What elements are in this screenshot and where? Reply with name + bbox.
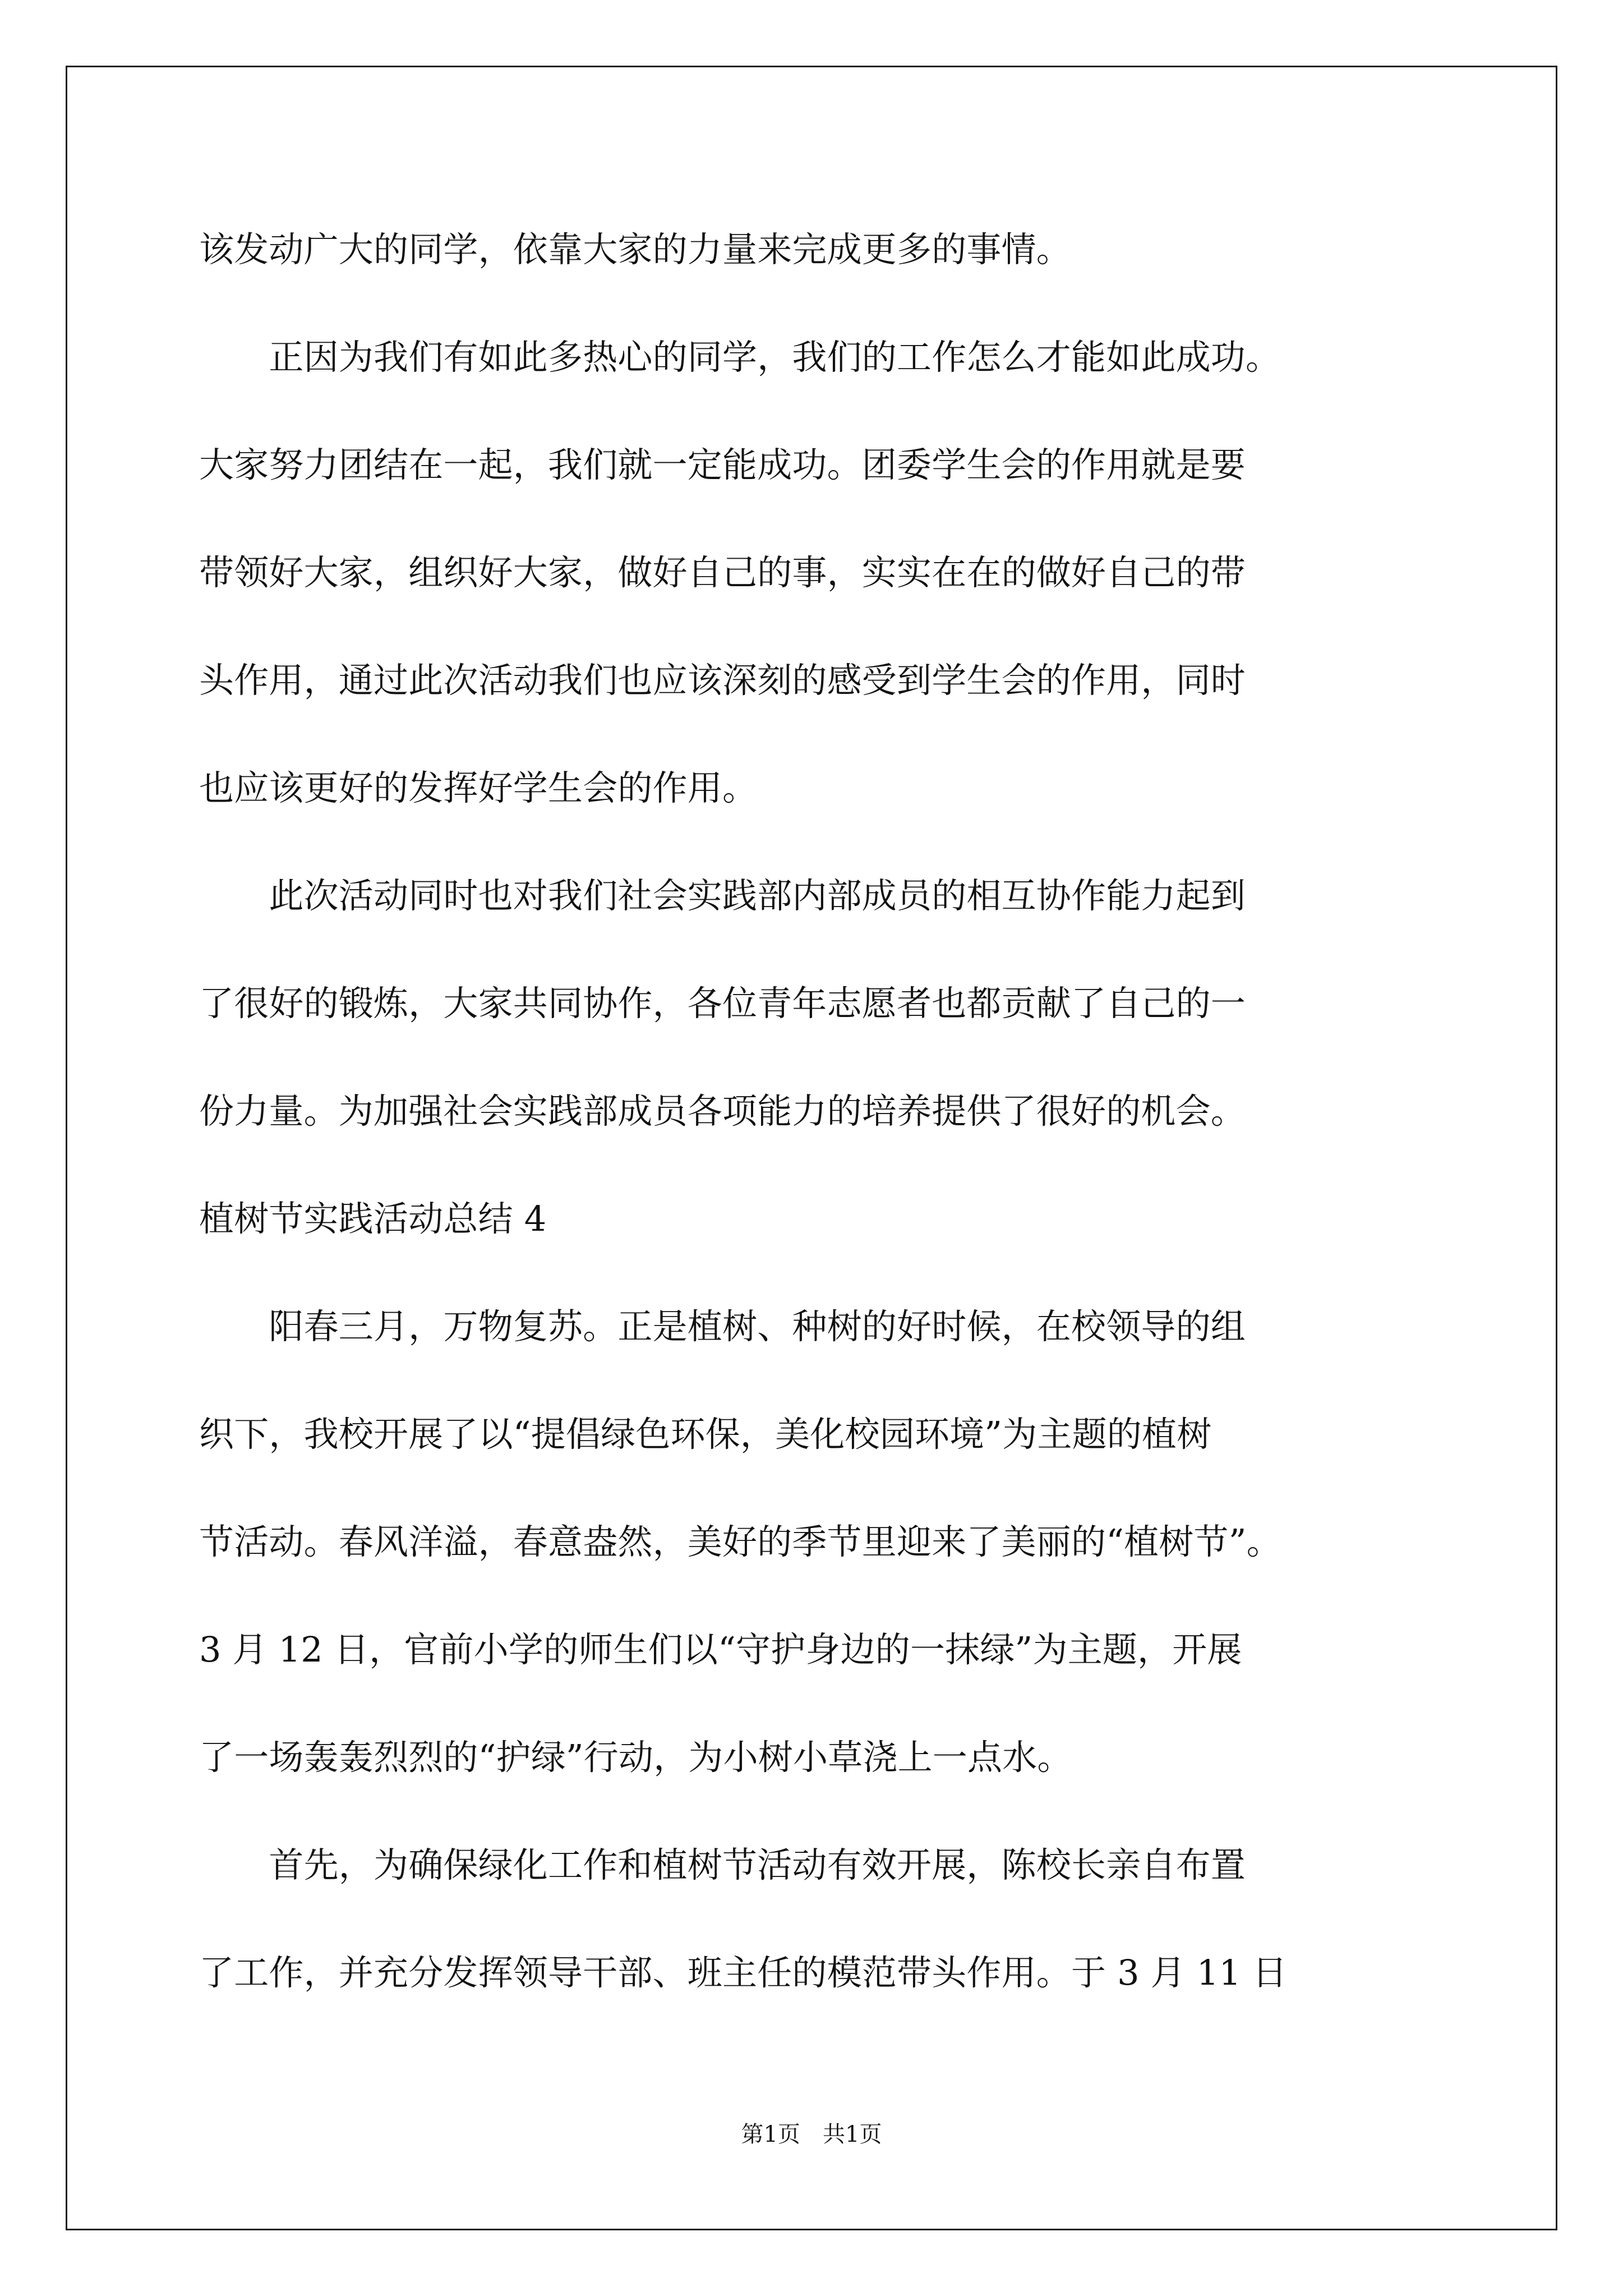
text-line: 带领好大家，组织好大家，做好自己的事，实实在在的做好自己的带	[199, 552, 1246, 593]
text-line: 阳春三月，万物复苏。正是植树、种树的好时候，在校领导的组	[199, 1306, 1246, 1347]
text-line: 此次活动同时也对我们社会实践部内部成员的相互协作能力起到	[199, 875, 1246, 916]
text-line: 也应该更好的发挥好学生会的作用。	[199, 767, 758, 808]
page-footer: 第1页 共1页	[741, 2122, 882, 2147]
text-line: 正因为我们有如此多热心的同学，我们的工作怎么才能如此成功。	[199, 337, 1281, 378]
section-heading: 植树节实践活动总结 4	[199, 1198, 547, 1239]
text-line: 3 月 12 日，官前小学的师生们以“守护身边的一抹绿”为主题，开展	[199, 1629, 1242, 1670]
text-line: 头作用，通过此次活动我们也应该深刻的感受到学生会的作用，同时	[199, 660, 1246, 701]
text-line: 该发动广大的同学，依靠大家的力量来完成更多的事情。	[199, 229, 1072, 270]
page-border	[66, 66, 1557, 2230]
text-line: 首先，为确保绿化工作和植树节活动有效开展，陈校长亲自布置	[199, 1844, 1246, 1885]
text-line: 了很好的锻炼，大家共同协作，各位青年志愿者也都贡献了自己的一	[199, 983, 1246, 1024]
text-line: 织下，我校开展了以“提倡绿色环保，美化校园环境”为主题的植树	[199, 1414, 1212, 1455]
text-line: 份力量。为加强社会实践部成员各项能力的培养提供了很好的机会。	[199, 1091, 1246, 1131]
text-line: 节活动。春风洋溢，春意盎然，美好的季节里迎来了美丽的“植树节”。	[199, 1521, 1281, 1562]
text-line: 大家努力团结在一起，我们就一定能成功。团委学生会的作用就是要	[199, 444, 1246, 485]
text-line: 了一场轰轰烈烈的“护绿”行动，为小树小草浇上一点水。	[199, 1737, 1072, 1778]
text-line: 了工作，并充分发挥领导干部、班主任的模范带头作用。于 3 月 11 日	[199, 1952, 1288, 1993]
